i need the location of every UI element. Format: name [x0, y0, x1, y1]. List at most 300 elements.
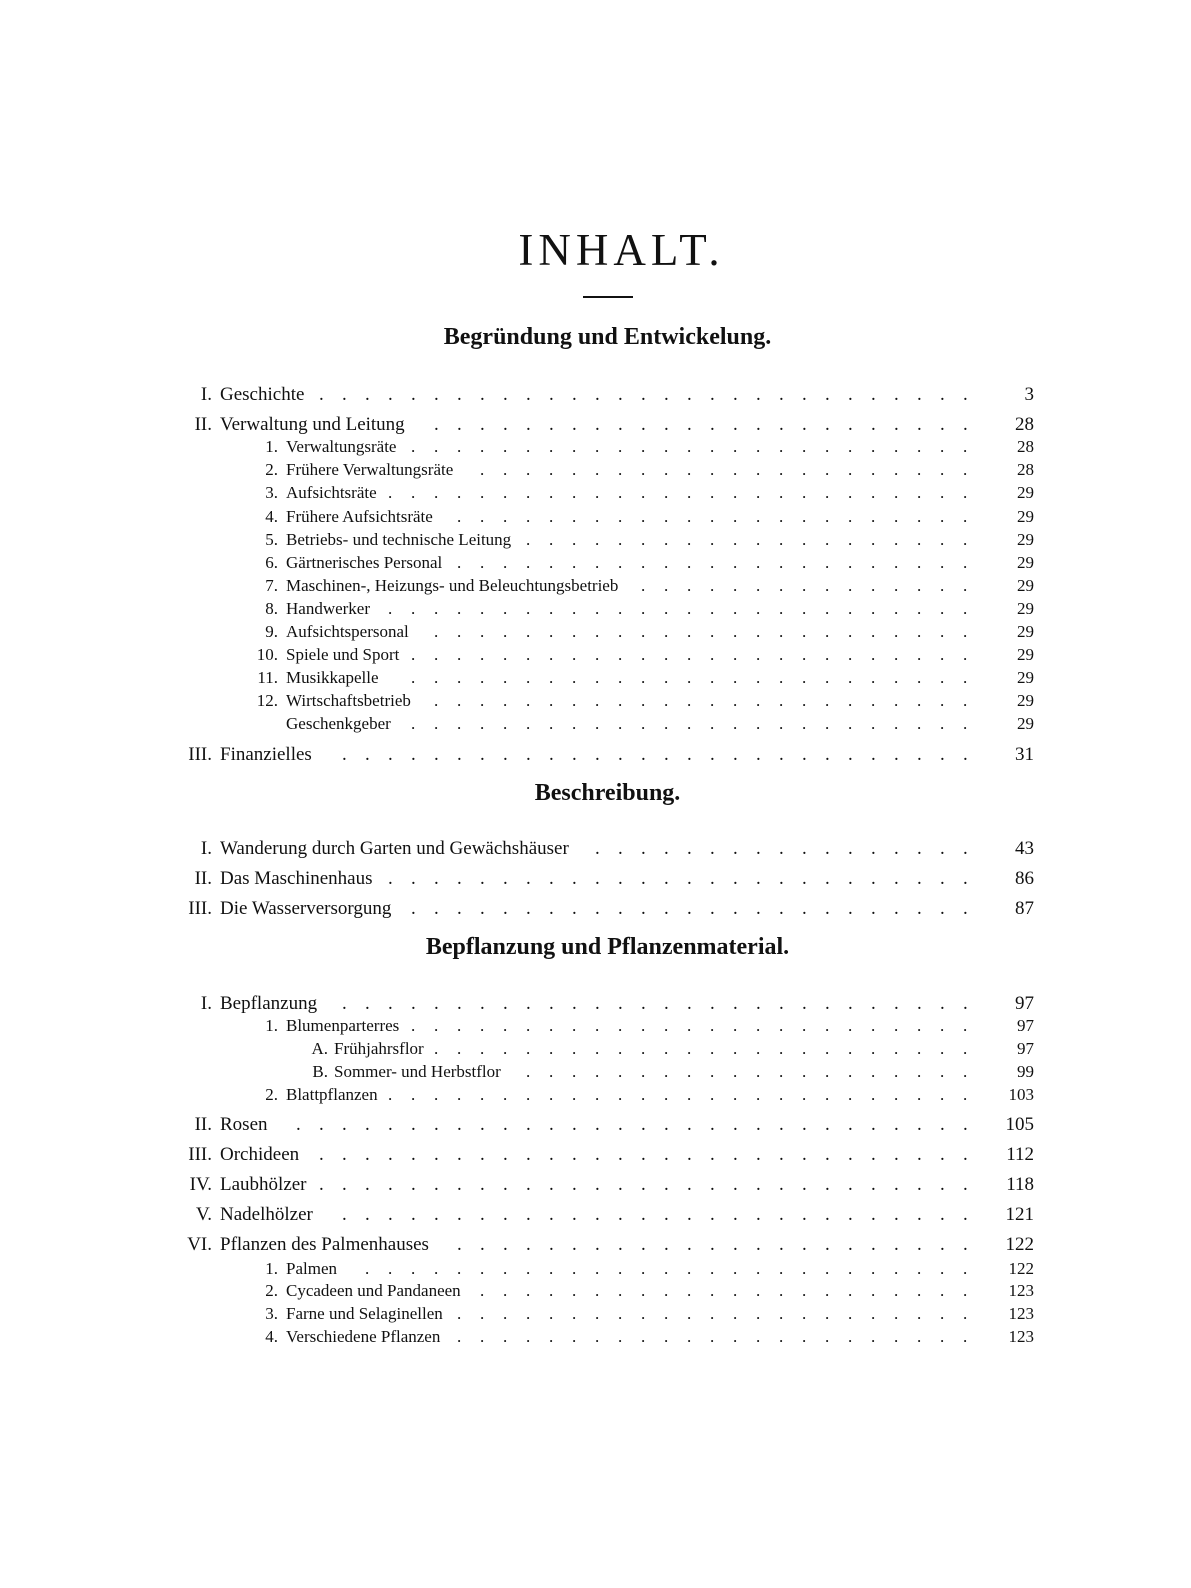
- dot-leader: .: [802, 691, 807, 710]
- dot-leader: .: [848, 868, 853, 889]
- dot-leader: .: [825, 1281, 830, 1300]
- dot-leader: .: [503, 1281, 508, 1300]
- dot-leader: .: [503, 1204, 508, 1225]
- dot-leader: .: [940, 1144, 945, 1165]
- dot-leader: .: [848, 1259, 853, 1278]
- dot-leader: .: [595, 1259, 600, 1278]
- dot-leader: .: [848, 483, 853, 502]
- dot-leader: .: [802, 1016, 807, 1035]
- dot-leader: .: [457, 868, 462, 889]
- dot-leader: .: [457, 1327, 462, 1346]
- toc-entry-number: 3.: [265, 1304, 278, 1323]
- dot-leader: .: [756, 622, 761, 641]
- dot-leader: .: [871, 1039, 876, 1058]
- dot-leader: .: [503, 1016, 508, 1035]
- dot-leader: .: [572, 599, 577, 618]
- dot-leader: .: [687, 1281, 692, 1300]
- dot-leader: .: [940, 898, 945, 919]
- dot-leader: .: [871, 599, 876, 618]
- toc-entry-page: 31: [1015, 744, 1034, 765]
- dot-leader: .: [733, 622, 738, 641]
- dot-leader: .: [871, 1327, 876, 1346]
- dot-leader: .: [687, 868, 692, 889]
- dot-leader: .: [779, 576, 784, 595]
- dot-leader: .: [687, 1234, 692, 1255]
- dot-leader: .: [825, 1174, 830, 1195]
- dot-leader: .: [480, 384, 485, 405]
- dot-leader: .: [848, 599, 853, 618]
- dot-leader: .: [710, 993, 715, 1014]
- dot-leader: .: [871, 645, 876, 664]
- toc-entry-number: 1.: [265, 437, 278, 456]
- dot-leader: .: [963, 1085, 968, 1104]
- dot-leader: .: [480, 460, 485, 479]
- dot-leader: .: [802, 1259, 807, 1278]
- toc-entry-page: 29: [1017, 691, 1034, 710]
- dot-leader: .: [526, 1039, 531, 1058]
- dot-leader: .: [848, 993, 853, 1014]
- dot-leader: .: [572, 1039, 577, 1058]
- dot-leader: .: [733, 1234, 738, 1255]
- dot-leader: .: [756, 993, 761, 1014]
- dot-leader: .: [871, 668, 876, 687]
- dot-leader: .: [411, 1085, 416, 1104]
- toc-entry-label: Finanzielles: [220, 744, 312, 765]
- dot-leader: .: [618, 898, 623, 919]
- dot-leader: .: [503, 714, 508, 733]
- toc-entry-label: Wanderung durch Garten und Gewächshäuser: [220, 838, 569, 859]
- dot-leader: .: [756, 1259, 761, 1278]
- dot-leader: .: [457, 714, 462, 733]
- dot-leader: .: [802, 744, 807, 765]
- dot-leader: .: [733, 1144, 738, 1165]
- toc-entry-label: Palmen: [286, 1259, 337, 1278]
- dot-leader: .: [756, 553, 761, 572]
- dot-leader: .: [572, 691, 577, 710]
- dot-leader: .: [480, 993, 485, 1014]
- dot-leader: .: [940, 838, 945, 859]
- dot-leader: .: [963, 384, 968, 405]
- dot-leader: .: [618, 993, 623, 1014]
- dot-leader: .: [549, 898, 554, 919]
- dot-leader: .: [457, 1016, 462, 1035]
- dot-leader: .: [963, 599, 968, 618]
- dot-leader: .: [917, 414, 922, 435]
- dot-leader: .: [894, 898, 899, 919]
- toc-entry-label: Musikkapelle: [286, 668, 379, 687]
- dot-leader: .: [572, 414, 577, 435]
- dot-leader: .: [618, 1327, 623, 1346]
- toc-entry-page: 87: [1015, 898, 1034, 919]
- dot-leader: .: [503, 744, 508, 765]
- dot-leader: .: [710, 714, 715, 733]
- dot-leader: .: [756, 1114, 761, 1135]
- dot-leader: .: [549, 553, 554, 572]
- dot-leader: .: [641, 460, 646, 479]
- dot-leader: .: [710, 1016, 715, 1035]
- dot-leader: .: [595, 530, 600, 549]
- dot-leader: .: [618, 483, 623, 502]
- dot-leader: .: [549, 1039, 554, 1058]
- dot-leader: .: [434, 1085, 439, 1104]
- toc-entry-page: 123: [1008, 1327, 1034, 1346]
- dot-leader: .: [664, 898, 669, 919]
- dot-leader: .: [825, 1144, 830, 1165]
- dot-leader: .: [480, 1327, 485, 1346]
- dot-leader: .: [641, 898, 646, 919]
- dot-leader: .: [526, 507, 531, 526]
- dot-leader: .: [618, 1204, 623, 1225]
- dot-leader: .: [687, 599, 692, 618]
- dot-leader: .: [480, 1114, 485, 1135]
- dot-leader: .: [388, 599, 393, 618]
- dot-leader: .: [411, 993, 416, 1014]
- dot-leader: .: [411, 868, 416, 889]
- dot-leader: .: [917, 668, 922, 687]
- toc-entry-label: Maschinen-, Heizungs- und Beleuchtungsbetrieb: [286, 576, 619, 595]
- dot-leader: .: [641, 599, 646, 618]
- dot-leader: .: [549, 1304, 554, 1323]
- dot-leader: .: [595, 744, 600, 765]
- dot-leader: .: [411, 384, 416, 405]
- dot-leader: .: [480, 622, 485, 641]
- dot-leader: .: [802, 460, 807, 479]
- dot-leader: .: [871, 1259, 876, 1278]
- toc-entry-number: 3.: [265, 483, 278, 502]
- dot-leader: .: [963, 1234, 968, 1255]
- dot-leader: .: [526, 1114, 531, 1135]
- dot-leader: .: [733, 483, 738, 502]
- toc-entry-page: 122: [1005, 1234, 1034, 1255]
- dot-leader: .: [641, 384, 646, 405]
- dot-leader: .: [411, 744, 416, 765]
- dot-leader: .: [572, 384, 577, 405]
- dot-leader: .: [802, 1234, 807, 1255]
- dot-leader: .: [687, 691, 692, 710]
- dot-leader: .: [549, 645, 554, 664]
- dot-leader: .: [434, 993, 439, 1014]
- dot-leader: .: [963, 553, 968, 572]
- dot-leader: .: [848, 553, 853, 572]
- dot-leader: .: [756, 1174, 761, 1195]
- dot-leader: .: [963, 668, 968, 687]
- dot-leader: .: [641, 744, 646, 765]
- dot-leader: .: [710, 838, 715, 859]
- dot-leader: .: [319, 1174, 324, 1195]
- dot-leader: .: [664, 414, 669, 435]
- toc-entry-number: 1.: [265, 1016, 278, 1035]
- dot-leader: .: [595, 1144, 600, 1165]
- dot-leader: .: [710, 576, 715, 595]
- dot-leader: .: [549, 507, 554, 526]
- toc-entry-page: 112: [1006, 1144, 1034, 1165]
- dot-leader: .: [641, 1114, 646, 1135]
- dot-leader: .: [388, 1259, 393, 1278]
- dot-leader: .: [687, 1204, 692, 1225]
- dot-leader: .: [871, 1016, 876, 1035]
- dot-leader: .: [756, 1204, 761, 1225]
- dot-leader: .: [825, 691, 830, 710]
- toc-entry-number: 2.: [265, 460, 278, 479]
- dot-leader: .: [595, 838, 600, 859]
- dot-leader: .: [595, 868, 600, 889]
- dot-leader: .: [664, 483, 669, 502]
- dot-leader: .: [917, 645, 922, 664]
- dot-leader: .: [480, 1234, 485, 1255]
- dot-leader: .: [457, 1304, 462, 1323]
- dot-leader: .: [572, 898, 577, 919]
- dot-leader: .: [733, 1039, 738, 1058]
- dot-leader: .: [618, 1281, 623, 1300]
- dot-leader: .: [595, 1234, 600, 1255]
- dot-leader: .: [641, 507, 646, 526]
- dot-leader: .: [848, 414, 853, 435]
- dot-leader: .: [687, 898, 692, 919]
- dot-leader: .: [687, 668, 692, 687]
- dot-leader: .: [756, 714, 761, 733]
- dot-leader: .: [526, 1144, 531, 1165]
- dot-leader: .: [802, 868, 807, 889]
- dot-leader: .: [572, 507, 577, 526]
- dot-leader: .: [365, 1114, 370, 1135]
- dot-leader: .: [618, 1114, 623, 1135]
- dot-leader: .: [940, 553, 945, 572]
- dot-leader: .: [480, 744, 485, 765]
- dot-leader: .: [756, 1144, 761, 1165]
- dot-leader: .: [710, 1085, 715, 1104]
- dot-leader: .: [572, 714, 577, 733]
- dot-leader: .: [434, 744, 439, 765]
- dot-leader: .: [733, 1085, 738, 1104]
- dot-leader: .: [388, 384, 393, 405]
- toc-entry-number: III.: [188, 744, 212, 765]
- dot-leader: .: [503, 691, 508, 710]
- dot-leader: .: [756, 483, 761, 502]
- dot-leader: .: [779, 1039, 784, 1058]
- dot-leader: .: [963, 993, 968, 1014]
- dot-leader: .: [779, 1062, 784, 1081]
- dot-leader: .: [802, 599, 807, 618]
- dot-leader: .: [480, 507, 485, 526]
- dot-leader: .: [756, 1234, 761, 1255]
- dot-leader: .: [710, 1259, 715, 1278]
- dot-leader: .: [388, 483, 393, 502]
- dot-leader: .: [480, 1174, 485, 1195]
- toc-entry-page: 122: [1008, 1259, 1034, 1278]
- dot-leader: .: [894, 1281, 899, 1300]
- dot-leader: .: [756, 1281, 761, 1300]
- dot-leader: .: [871, 384, 876, 405]
- dot-leader: .: [457, 622, 462, 641]
- dot-leader: .: [848, 460, 853, 479]
- dot-leader: .: [434, 1144, 439, 1165]
- dot-leader: .: [641, 1062, 646, 1081]
- dot-leader: .: [549, 1174, 554, 1195]
- dot-leader: .: [687, 530, 692, 549]
- dot-leader: .: [411, 1144, 416, 1165]
- dot-leader: .: [894, 1085, 899, 1104]
- dot-leader: .: [480, 483, 485, 502]
- dot-leader: .: [526, 553, 531, 572]
- dot-leader: .: [894, 1304, 899, 1323]
- dot-leader: .: [342, 1114, 347, 1135]
- dot-leader: .: [664, 1174, 669, 1195]
- dot-leader: .: [710, 1304, 715, 1323]
- dot-leader: .: [664, 1114, 669, 1135]
- dot-leader: .: [825, 993, 830, 1014]
- dot-leader: .: [825, 576, 830, 595]
- dot-leader: .: [825, 483, 830, 502]
- dot-leader: .: [779, 744, 784, 765]
- dot-leader: .: [480, 1281, 485, 1300]
- dot-leader: .: [802, 1039, 807, 1058]
- dot-leader: .: [388, 1144, 393, 1165]
- toc-entry-label: Aufsichtspersonal: [286, 622, 409, 641]
- dot-leader: .: [503, 1304, 508, 1323]
- dot-leader: .: [641, 553, 646, 572]
- toc-entry-page: 123: [1008, 1281, 1034, 1300]
- dot-leader: .: [825, 1062, 830, 1081]
- dot-leader: .: [618, 714, 623, 733]
- dot-leader: .: [963, 1016, 968, 1035]
- toc-entry-number: 4.: [265, 507, 278, 526]
- dot-leader: .: [664, 437, 669, 456]
- dot-leader: .: [641, 414, 646, 435]
- dot-leader: .: [572, 622, 577, 641]
- dot-leader: .: [733, 993, 738, 1014]
- dot-leader: .: [572, 553, 577, 572]
- dot-leader: .: [687, 993, 692, 1014]
- dot-leader: .: [917, 1327, 922, 1346]
- toc-entry-page: 105: [1005, 1114, 1034, 1135]
- dot-leader: .: [940, 437, 945, 456]
- dot-leader: .: [963, 1327, 968, 1346]
- dot-leader: .: [503, 507, 508, 526]
- dot-leader: .: [618, 414, 623, 435]
- dot-leader: .: [871, 714, 876, 733]
- dot-leader: .: [411, 1259, 416, 1278]
- toc-entry-label: Blumenparterres: [286, 1016, 400, 1035]
- dot-leader: .: [802, 507, 807, 526]
- dot-leader: .: [457, 1234, 462, 1255]
- title-rule: [583, 296, 633, 298]
- dot-leader: .: [917, 1114, 922, 1135]
- dot-leader: .: [917, 898, 922, 919]
- dot-leader: .: [595, 898, 600, 919]
- dot-leader: .: [503, 622, 508, 641]
- dot-leader: .: [434, 868, 439, 889]
- dot-leader: .: [733, 898, 738, 919]
- dot-leader: .: [733, 691, 738, 710]
- dot-leader: .: [940, 1016, 945, 1035]
- dot-leader: .: [664, 645, 669, 664]
- dot-leader: .: [779, 622, 784, 641]
- toc-entry-page: 3: [1024, 384, 1034, 405]
- dot-leader: .: [618, 691, 623, 710]
- toc-entry-page: 97: [1017, 1039, 1034, 1058]
- dot-leader: .: [572, 437, 577, 456]
- dot-leader: .: [664, 1327, 669, 1346]
- dot-leader: .: [434, 691, 439, 710]
- dot-leader: .: [549, 384, 554, 405]
- dot-leader: .: [963, 714, 968, 733]
- dot-leader: .: [871, 437, 876, 456]
- dot-leader: .: [848, 1281, 853, 1300]
- dot-leader: .: [595, 1062, 600, 1081]
- dot-leader: .: [411, 1204, 416, 1225]
- dot-leader: .: [802, 384, 807, 405]
- dot-leader: .: [940, 460, 945, 479]
- dot-leader: .: [756, 898, 761, 919]
- dot-leader: .: [457, 744, 462, 765]
- dot-leader: .: [434, 714, 439, 733]
- dot-leader: .: [871, 1174, 876, 1195]
- toc-entry-page: 29: [1017, 622, 1034, 641]
- dot-leader: .: [917, 1085, 922, 1104]
- dot-leader: .: [457, 1114, 462, 1135]
- dot-leader: .: [756, 645, 761, 664]
- dot-leader: .: [894, 993, 899, 1014]
- toc-entry-page: 28: [1015, 414, 1034, 435]
- toc-entry-number: 1.: [265, 1259, 278, 1278]
- dot-leader: .: [503, 1144, 508, 1165]
- toc-entry-page: 29: [1017, 668, 1034, 687]
- toc-entry-page: 28: [1017, 460, 1034, 479]
- dot-leader: .: [434, 1204, 439, 1225]
- dot-leader: .: [710, 483, 715, 502]
- dot-leader: .: [687, 1304, 692, 1323]
- dot-leader: .: [848, 1234, 853, 1255]
- dot-leader: .: [871, 507, 876, 526]
- dot-leader: .: [802, 1062, 807, 1081]
- dot-leader: .: [664, 838, 669, 859]
- dot-leader: .: [825, 414, 830, 435]
- dot-leader: .: [848, 838, 853, 859]
- dot-leader: .: [710, 414, 715, 435]
- dot-leader: .: [664, 507, 669, 526]
- toc-entry-number: 9.: [265, 622, 278, 641]
- dot-leader: .: [940, 1281, 945, 1300]
- dot-leader: .: [710, 1281, 715, 1300]
- dot-leader: .: [480, 645, 485, 664]
- dot-leader: .: [894, 1039, 899, 1058]
- dot-leader: .: [756, 1016, 761, 1035]
- toc-entry-page: 118: [1006, 1174, 1034, 1195]
- dot-leader: .: [917, 622, 922, 641]
- dot-leader: .: [871, 1304, 876, 1323]
- dot-leader: .: [825, 714, 830, 733]
- dot-leader: .: [480, 1085, 485, 1104]
- dot-leader: .: [940, 714, 945, 733]
- dot-leader: .: [917, 838, 922, 859]
- toc-entry-label: Laubhölzer: [220, 1174, 307, 1195]
- dot-leader: .: [480, 691, 485, 710]
- dot-leader: .: [710, 898, 715, 919]
- dot-leader: .: [664, 868, 669, 889]
- toc-entry-number: 5.: [265, 530, 278, 549]
- toc-entry-page: 97: [1017, 1016, 1034, 1035]
- dot-leader: .: [457, 1144, 462, 1165]
- dot-leader: .: [848, 1085, 853, 1104]
- dot-leader: .: [457, 437, 462, 456]
- dot-leader: .: [733, 599, 738, 618]
- dot-leader: .: [595, 622, 600, 641]
- dot-leader: .: [687, 460, 692, 479]
- dot-leader: .: [710, 868, 715, 889]
- dot-leader: .: [894, 1174, 899, 1195]
- dot-leader: .: [894, 645, 899, 664]
- dot-leader: .: [388, 744, 393, 765]
